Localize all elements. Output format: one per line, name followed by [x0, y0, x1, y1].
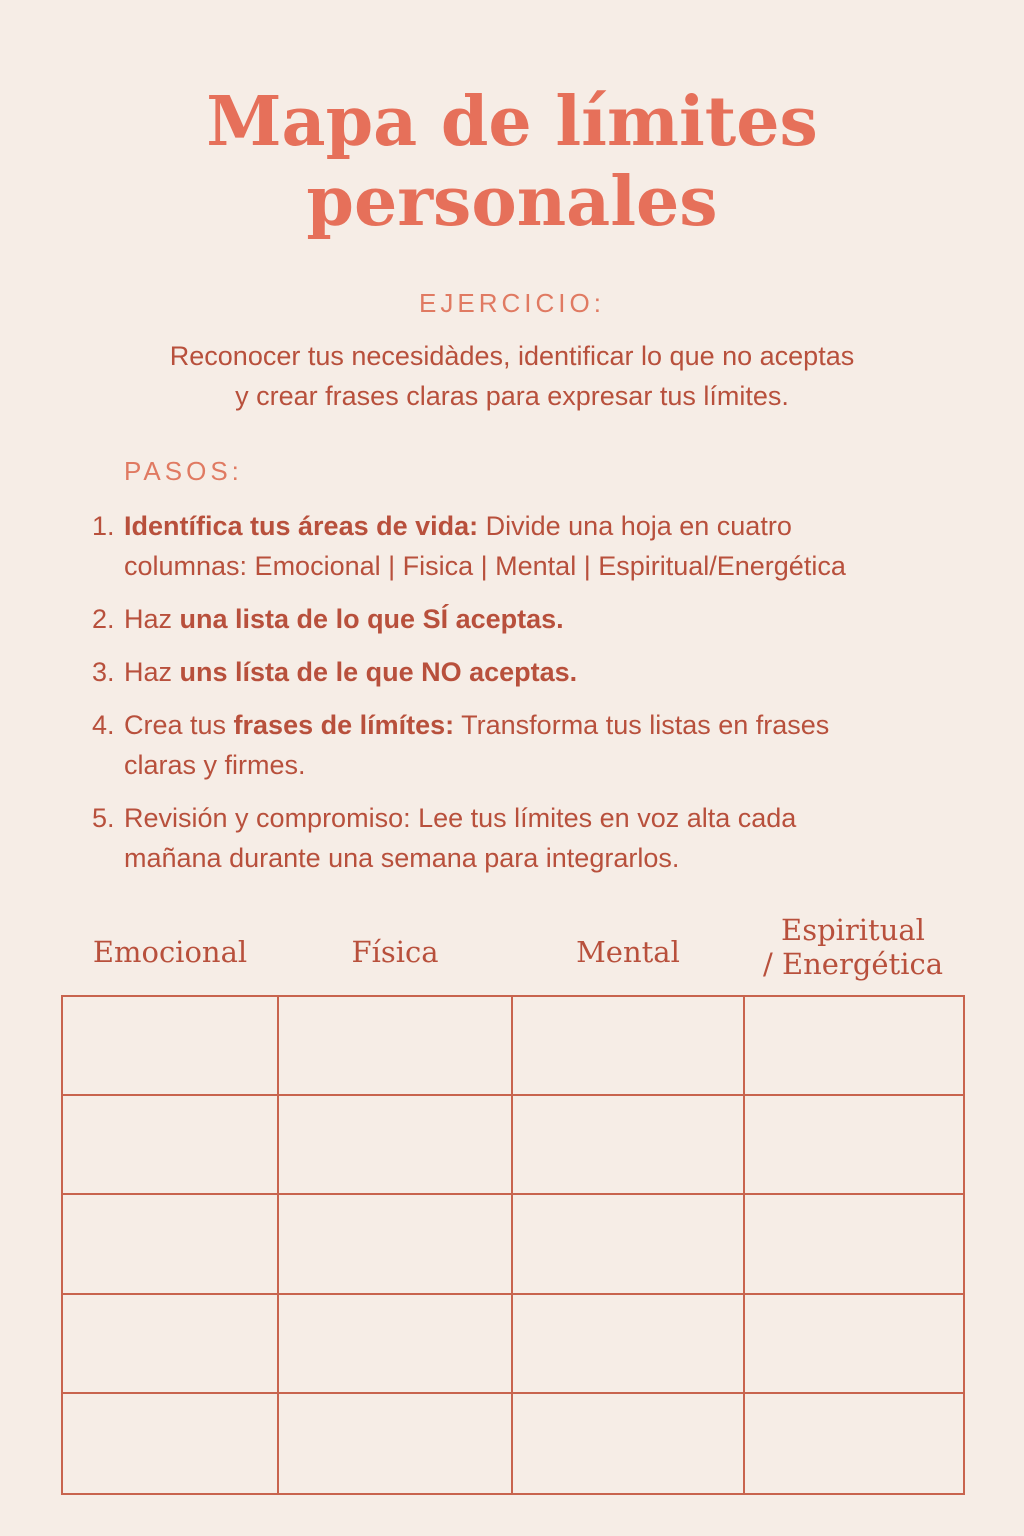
step-text: Divide una hoja en cuatro [478, 511, 792, 541]
step-text-line-2: claras y firmes. [124, 750, 306, 780]
table-cell[interactable] [513, 1096, 745, 1195]
step-bold-text: uns lísta de le que NO aceptas. [179, 657, 578, 687]
column-header-espiritual-energetica [744, 913, 962, 981]
ejercicio-description [112, 336, 912, 416]
table-cell[interactable] [513, 997, 745, 1096]
ejercicio-heading: EJERCICIO: [419, 288, 605, 318]
column-header-mental: Mental [576, 935, 680, 969]
table-cell[interactable] [513, 1195, 745, 1294]
table-cell[interactable] [279, 1096, 513, 1195]
boundaries-table [61, 995, 965, 1495]
table-cell[interactable] [63, 997, 279, 1096]
step-bold-text: Identífica tus áreas de vida: [124, 511, 479, 541]
title-line-2: personales [306, 162, 718, 242]
table-cell[interactable] [745, 1096, 963, 1195]
step-number: 2. [92, 604, 115, 634]
step-number: 3. [92, 657, 115, 687]
table-cell[interactable] [279, 1295, 513, 1394]
step-bold-text: frases de límítes: [233, 710, 455, 740]
step-1 [92, 506, 952, 586]
table-cell[interactable] [279, 1195, 513, 1294]
step-text: Haz [124, 604, 180, 634]
ejercicio-line-2: y crear frases claras para expresar tus límites. [235, 381, 789, 411]
step-text-rest: Transforma tus listas en frases [454, 710, 830, 740]
table-cell[interactable] [63, 1096, 279, 1195]
table-cell[interactable] [745, 1394, 963, 1493]
step-3 [92, 652, 952, 692]
step-bold-text: una lista de lo que SÍ aceptas. [179, 604, 564, 634]
step-text-line-2: columnas: Emocional | Fisica | Mental | Espiritual/Energética [124, 551, 846, 581]
pasos-heading: PASOS: [124, 456, 243, 486]
title-line-1: Mapa de límites [206, 82, 818, 162]
step-2 [92, 599, 952, 639]
step-number: 1. [92, 511, 115, 541]
table-cell[interactable] [745, 1295, 963, 1394]
table-column-headers [62, 905, 962, 993]
step-text-line-1: Revisión y compromiso: Lee tus límites en voz alta cada [124, 803, 797, 833]
step-4 [92, 705, 952, 785]
table-cell[interactable] [279, 1394, 513, 1493]
table-cell[interactable] [63, 1394, 279, 1493]
table-cell[interactable] [63, 1295, 279, 1394]
ejercicio-line-1: Reconocer tus necesidàdes, identificar lo que no aceptas [169, 341, 855, 371]
step-text: Crea tus [124, 710, 234, 740]
table-cell[interactable] [513, 1295, 745, 1394]
page-title [0, 82, 1024, 242]
table-cell[interactable] [63, 1195, 279, 1294]
table-cell[interactable] [279, 997, 513, 1096]
step-text: Haz [124, 657, 180, 687]
step-text-line-2: mañana durante una semana para integrarlos. [124, 843, 680, 873]
step-number: 4. [92, 710, 115, 740]
column-header-emocional: Emocional [92, 935, 248, 969]
column-header-line-1: Espiritual [781, 913, 925, 947]
step-number: 5. [92, 803, 115, 833]
table-cell[interactable] [745, 1195, 963, 1294]
table-cell[interactable] [513, 1394, 745, 1493]
table-cell[interactable] [745, 997, 963, 1096]
column-header-fisica: Física [351, 935, 439, 969]
column-header-line-2: / Energética [762, 947, 944, 981]
step-5 [92, 798, 952, 878]
steps-list [92, 506, 952, 878]
